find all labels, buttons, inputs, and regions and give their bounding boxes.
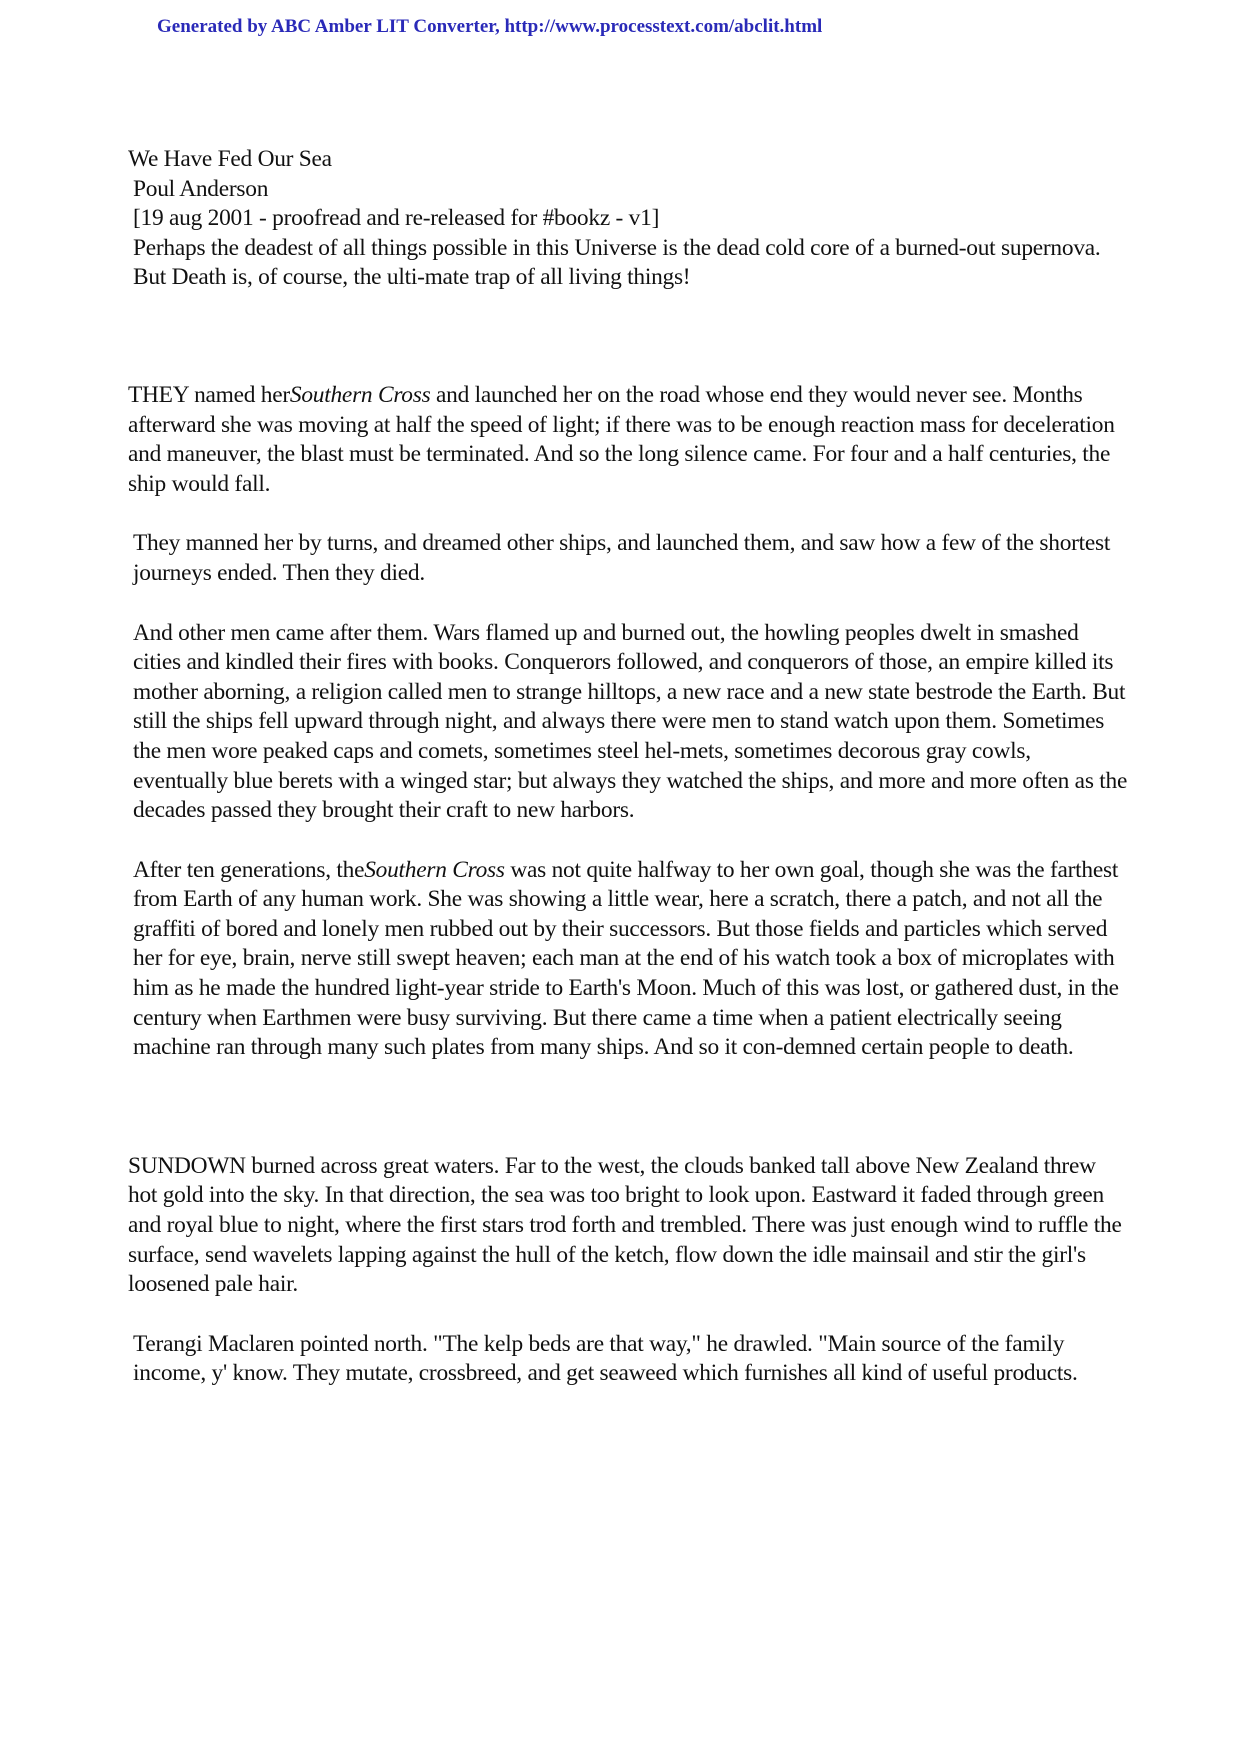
- ship-name: Southern Cross: [364, 856, 505, 883]
- story-title: We Have Fed Our Sea: [128, 146, 332, 172]
- paragraph-4-rest: was not quite halfway to her own goal, though she was the farthest from Earth of any human work. She was showing a little wear, here a scratch, there a patch, and not all the graffiti of bored and lonely men rubbed out by their successors. But those fields and particles which served her for eye, brain, nerve still swept heaven; each man at the end of his watch took a box of microplates with him as he made the hundred light-year stride to Earth's Moon. Much of this was lost, or gathered dust, in the century when Earthmen were busy surviving. But there came a time when a patient electrically seeing machine ran through many such plates from many ships. And so it con-demned certain people to death.: [133, 856, 1119, 1061]
- paragraph-1: [128, 381, 1128, 499]
- paragraph-3: And other men came after them. Wars flamed up and burned out, the howling peoples dwelt in smashed cities and kindled their fires with books. Conquerors followed, and conquerors of those, an empire killed its mother aborning, a religion called men to strange hilltops, a new race and a new state bestrode the Earth. But still the ships fell upward through night, and always there were men to stand watch upon them. Sometimes the men wore peaked caps and comets, sometimes steel hel-mets, sometimes decorous gray cowls, eventually blue berets with a winged star; but always they watched the ships, and more and more often as the decades passed they brought their craft to new harbors.: [133, 619, 1128, 824]
- paragraph-4: [128, 856, 1128, 1063]
- ship-name: Southern Cross: [289, 381, 431, 408]
- paragraph-1-lead: THEY named her: [128, 381, 290, 408]
- document-body: [128, 145, 1128, 1389]
- converter-header: Generated by ABC Amber LIT Converter, http://www.processtext.com/abclit.html: [157, 16, 823, 37]
- paragraph-1-rest: and launched her on the road whose end they would never see. Months afterward she was moving at half the speed of light; if there was to be enough reaction mass for deceleration and maneuver, the blast must be terminated. And so the long silence came. For four and a half centuries, the ship would fall.: [128, 381, 1115, 497]
- paragraph-2: They manned her by turns, and dreamed other ships, and launched them, and saw how a few of the shortest journeys ended. Then they died.: [133, 530, 1111, 586]
- paragraph-6: Terangi Maclaren pointed north. "The kelp beds are that way," he drawled. "Main source of the family income, y' know. They mutate, crossbreed, and get seaweed which furnishes all kind of useful products.: [133, 1330, 1078, 1387]
- story-blurb: Perhaps the deadest of all things possible in this Universe is the dead cold core of a burned-out supernova. But Death is, of course, the ulti-mate trap of all living things!: [133, 234, 1101, 291]
- paragraph-4-lead: After ten generations, the: [133, 856, 365, 883]
- story-author: Poul Anderson: [133, 175, 269, 202]
- paragraph-5: SUNDOWN burned across great waters. Far to the west, the clouds banked tall above New Zealand threw hot gold into the sky. In that direction, the sea was too bright to look upon. Eastward it faded through green and royal blue to night, where the first stars trod forth and trembled. There was just enough wind to ruffle the surface, send wavelets lapping against the hull of the ketch, flow down the idle mainsail and stir the girl's loosened pale hair.: [128, 1152, 1122, 1298]
- release-note: [19 aug 2001 - proofread and re-released for #bookz - v1]: [133, 205, 660, 232]
